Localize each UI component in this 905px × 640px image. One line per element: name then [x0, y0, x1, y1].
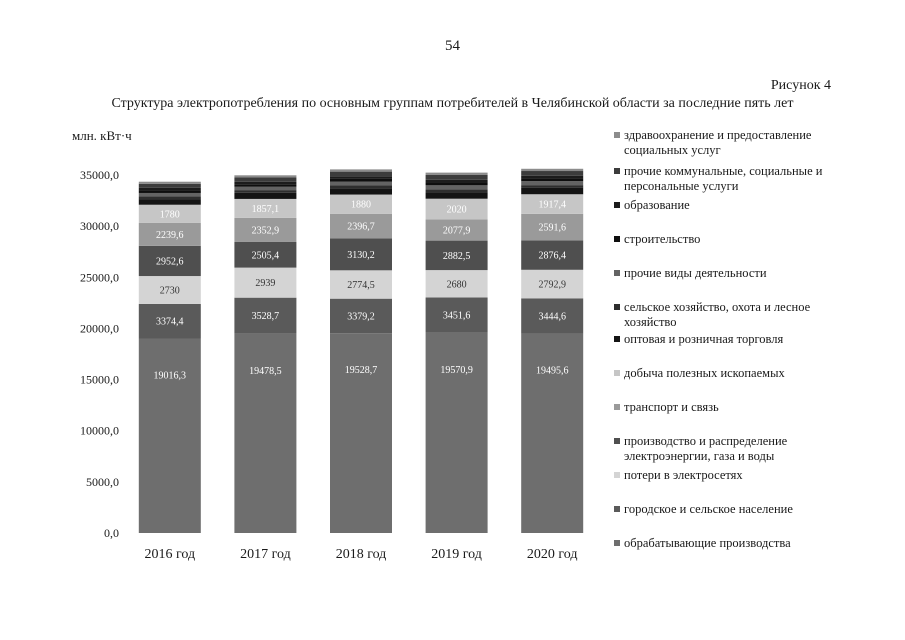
bar-segment — [426, 333, 488, 533]
data-label: 2939 — [255, 278, 276, 290]
legend-item — [614, 434, 854, 464]
legend-label: здравоохранение и предоставление социальных услуг — [624, 128, 812, 157]
data-label: 3528,7 — [251, 311, 280, 323]
data-label: 2680 — [446, 279, 467, 291]
bar-segment — [139, 188, 201, 191]
bar-segment — [234, 182, 296, 185]
legend-label: оптовая и розничная торговля — [624, 332, 784, 346]
legend-item — [614, 536, 854, 551]
data-label: 2396,7 — [347, 221, 375, 233]
y-tick-label: 20000,0 — [80, 321, 119, 336]
data-label: 3130,2 — [347, 249, 375, 261]
legend-swatch — [614, 236, 620, 242]
bar-segment — [426, 173, 488, 175]
data-label: 2239,6 — [156, 229, 184, 241]
y-axis-unit-label: млн. кВт·ч — [72, 128, 132, 143]
legend-swatch — [614, 540, 620, 546]
x-tick-label: 2020 год — [526, 547, 578, 562]
y-tick-label: 0,0 — [104, 526, 119, 540]
legend-swatch — [614, 370, 620, 376]
y-axis-ticks — [80, 168, 119, 540]
data-label: 2020 — [446, 204, 467, 216]
y-tick-label: 30000,0 — [80, 219, 119, 234]
legend-swatch — [614, 506, 620, 512]
legend-label: городское и сельское население — [624, 502, 793, 516]
bar-segment — [330, 188, 392, 194]
legend-label: сельское хозяйство, охота и лесное хозяйство — [624, 300, 811, 329]
y-tick-label: 10000,0 — [80, 423, 119, 438]
bar-segment — [521, 178, 583, 181]
bar-segment — [234, 177, 296, 181]
legend-swatch — [614, 270, 620, 276]
bar-segment — [426, 192, 488, 199]
bar-segment — [426, 183, 488, 186]
data-label: 1780 — [159, 209, 180, 221]
legend-label: прочие виды деятельности — [624, 266, 767, 280]
bar-segment — [426, 175, 488, 180]
bar-segment — [330, 169, 392, 171]
legend-item — [614, 400, 854, 415]
bar-segment — [330, 176, 392, 179]
data-label: 3374,4 — [156, 316, 184, 328]
bar-segment — [234, 187, 296, 190]
y-tick-label: 25000,0 — [80, 270, 119, 285]
legend-label: добыча полезных ископаемых — [624, 366, 785, 380]
data-label: 2352,9 — [251, 225, 280, 237]
data-label: 2730 — [159, 285, 180, 297]
legend-item — [614, 128, 854, 158]
x-axis-labels — [144, 547, 577, 562]
bar-segment — [139, 197, 201, 200]
legend-item — [614, 232, 854, 247]
bar-segment — [521, 169, 583, 171]
data-label: 19528,7 — [344, 365, 378, 377]
legend-item — [614, 366, 854, 381]
legend-item — [614, 266, 854, 281]
x-tick-label: 2017 год — [240, 547, 291, 562]
bar-segment — [139, 199, 201, 205]
bar-segment — [330, 172, 392, 177]
bar-segment — [521, 176, 583, 179]
bar-segment — [426, 180, 488, 183]
bar-segment — [426, 185, 488, 189]
data-label: 1880 — [351, 199, 371, 211]
legend-label: транспорт и связь — [624, 400, 719, 414]
bar-segment — [330, 185, 392, 188]
data-label: 3379,2 — [347, 311, 375, 323]
legend-swatch — [614, 472, 620, 478]
bar-segment — [139, 184, 201, 188]
bar-segment — [521, 171, 583, 176]
data-label: 2792,9 — [538, 279, 566, 291]
legend-item — [614, 164, 854, 194]
y-tick-label: 5000,0 — [86, 474, 119, 489]
bar-segment — [521, 334, 583, 533]
bar-segment — [330, 179, 392, 182]
legend-swatch — [614, 132, 620, 138]
legend-swatch — [614, 438, 620, 444]
x-tick-label: 2018 год — [335, 547, 387, 562]
legend-item — [614, 502, 854, 517]
data-label: 2876,4 — [538, 250, 566, 262]
data-label: 2952,6 — [156, 256, 184, 268]
y-tick-label: 35000,0 — [80, 168, 119, 182]
bar-segment — [234, 175, 296, 177]
legend-swatch — [614, 304, 620, 310]
bar-segment — [234, 190, 296, 193]
legend-swatch — [614, 404, 620, 410]
legend-label: производство и распределение электроэнергии, газа и воды — [624, 434, 788, 463]
bar-segment — [330, 182, 392, 186]
data-label: 2774,5 — [347, 279, 375, 291]
legend-label: строительство — [624, 232, 701, 246]
data-label: 3444,6 — [538, 311, 566, 323]
data-label: 1857,1 — [251, 203, 280, 215]
bar-segment — [234, 193, 296, 199]
bar-segment — [139, 193, 201, 197]
legend-label: обрабатывающие производства — [624, 536, 791, 550]
bar-segment — [234, 334, 296, 533]
bar-segment — [521, 188, 583, 194]
data-label: 2591,6 — [538, 222, 566, 234]
bar-segment — [521, 181, 583, 185]
bar-segment — [521, 185, 583, 188]
page-number: 54 — [445, 38, 460, 54]
data-label: 19570,9 — [440, 364, 473, 376]
legend-label: образование — [624, 198, 690, 212]
legend-label: прочие коммунальные, социальные и персональные услуги — [624, 164, 823, 193]
x-tick-label: 2016 год — [144, 547, 196, 562]
y-tick-label: 15000,0 — [80, 372, 119, 387]
bar-segment — [426, 189, 488, 192]
legend-item — [614, 300, 854, 330]
bar-segment — [330, 333, 392, 533]
data-label: 19478,5 — [249, 365, 282, 377]
legend-item — [614, 332, 854, 347]
data-label: 3451,6 — [442, 310, 471, 322]
data-label: 2077,9 — [442, 225, 471, 237]
legend-label: потери в электросетях — [624, 468, 743, 482]
data-label: 2505,4 — [251, 250, 280, 262]
chart-title: Структура электропотребления по основным группам потребителей в Челябинской области за последние пять лет — [111, 96, 794, 111]
bar-segment — [234, 184, 296, 186]
data-label: 1917,4 — [538, 199, 566, 211]
data-label: 19495,6 — [535, 365, 569, 377]
x-tick-label: 2019 год — [431, 547, 482, 562]
bar-segment — [139, 182, 201, 184]
bar-segment — [139, 338, 201, 533]
data-label: 19016,3 — [153, 370, 187, 382]
legend-swatch — [614, 336, 620, 342]
legend-swatch — [614, 202, 620, 208]
bar-segment — [139, 190, 201, 193]
legend-swatch — [614, 168, 620, 174]
data-label: 2882,5 — [442, 250, 471, 262]
figure-label: Рисунок 4 — [770, 78, 831, 93]
legend-item — [614, 468, 854, 483]
legend-item — [614, 198, 854, 213]
